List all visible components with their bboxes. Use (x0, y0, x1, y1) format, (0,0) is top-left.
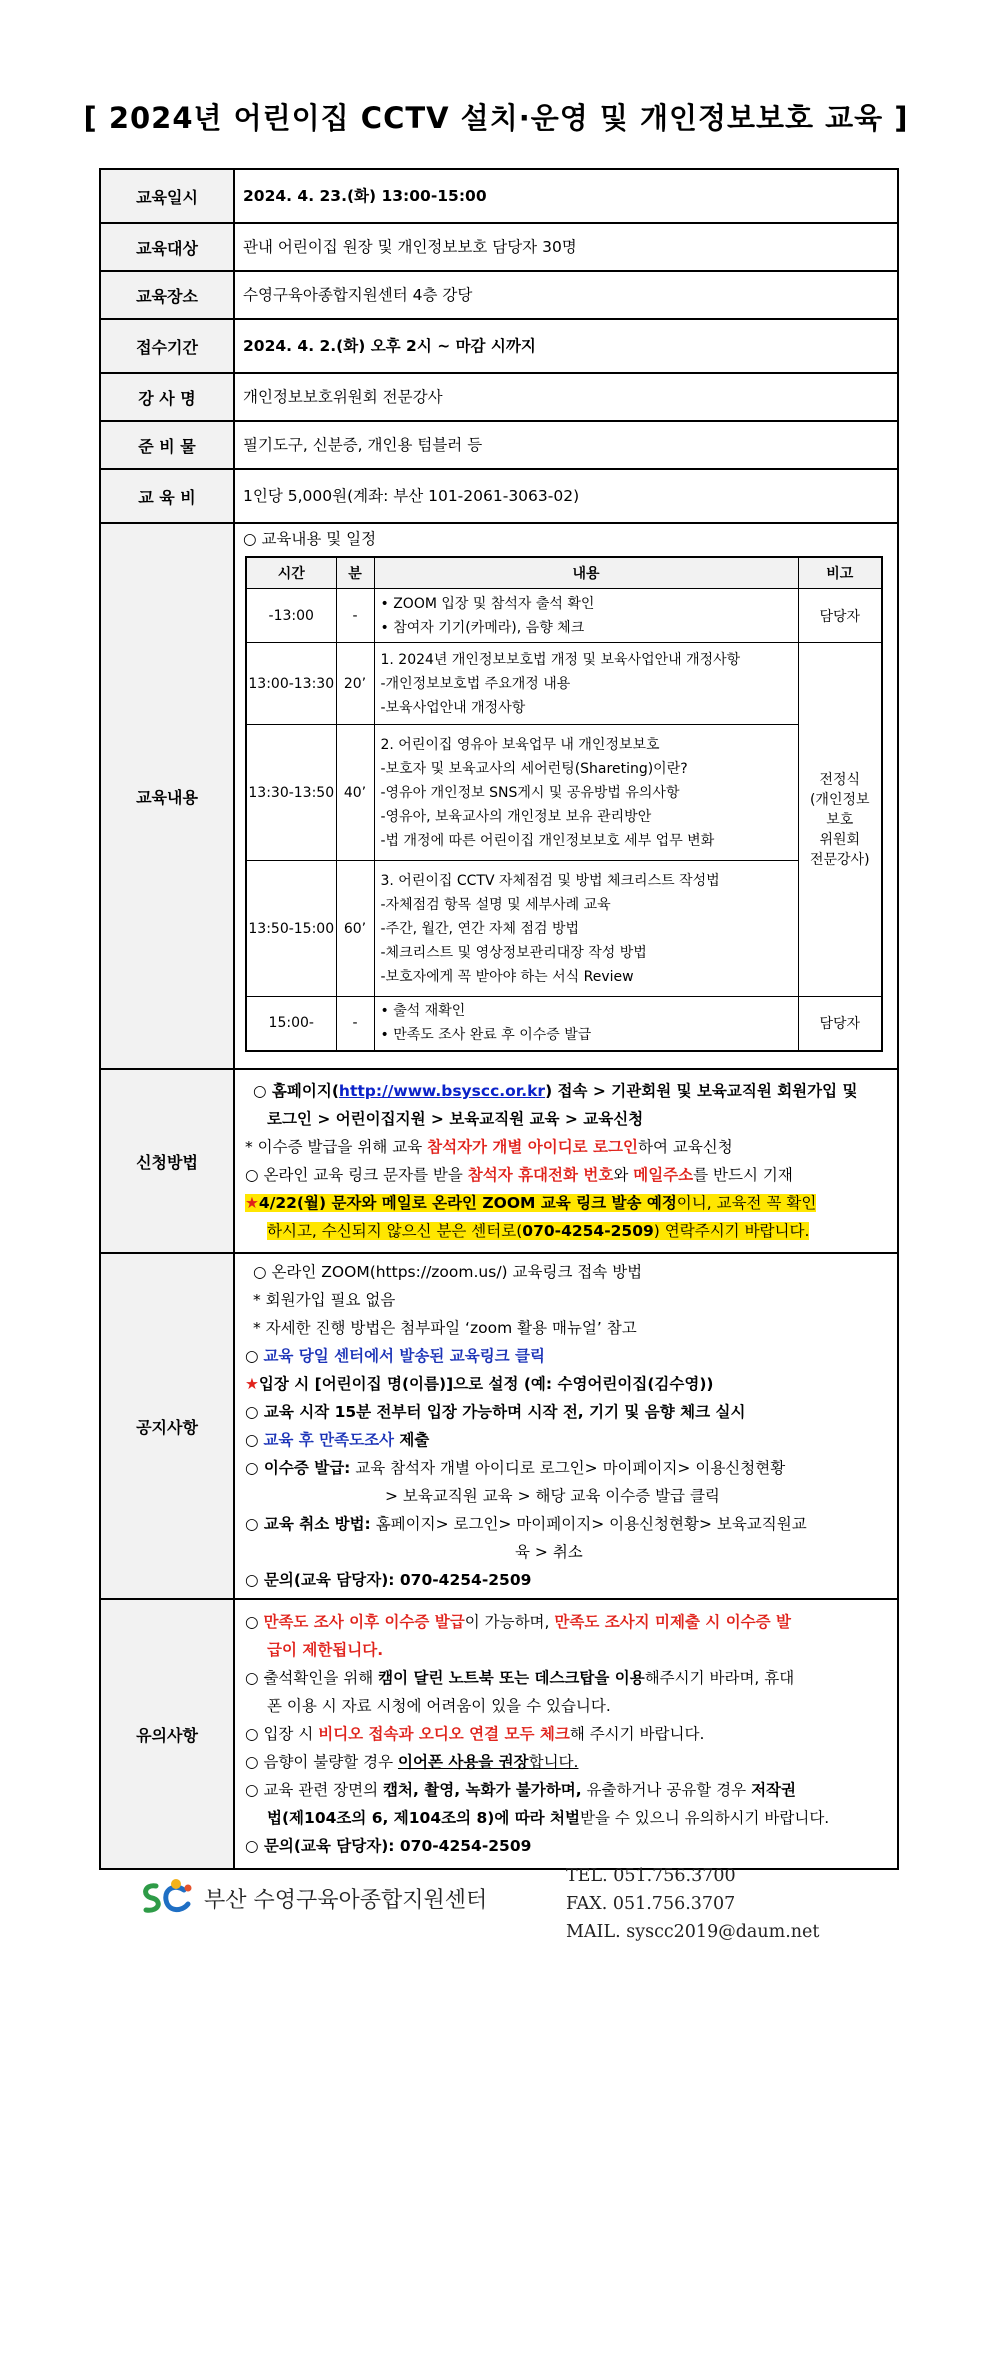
row-fee (100, 469, 898, 523)
caution-c5a: ○ 교육 관련 장면의 (245, 1781, 384, 1799)
notice-n5: 입장 시 [어린이집 명(이름)]으로 설정 (예: 수영어린이집(김수영)) (258, 1375, 714, 1393)
caution-c3a: ○ 입장 시 (245, 1725, 319, 1743)
caution-c1a: ○ (245, 1613, 264, 1631)
caution-line-5 (245, 1720, 887, 1748)
header-content: 내용 (374, 557, 798, 589)
s4-line-1: 3. 어린이집 CCTV 자체점검 및 방법 체크리스트 작성법 (380, 872, 720, 889)
mid-note-3: 보호 (826, 811, 854, 828)
s2-line-2: -개인정보보호법 주요개정 내용 (380, 675, 571, 692)
notice-n8b: 교육 참석자 개별 아이디로 로그인> 마이페이지> 이용신청현황 (350, 1459, 786, 1477)
mid-note-4: 위원회 (819, 831, 861, 848)
s3-min: 40’ (336, 725, 374, 861)
s5-min: - (336, 997, 374, 1051)
label-caution: 유의사항 (100, 1599, 234, 1869)
s2-line-1: 1. 2024년 개인정보보호법 개정 및 보육사업안내 개정사항 (380, 651, 741, 668)
apply-p4c: 하시고, 수신되지 않으신 분은 센터로( (267, 1222, 523, 1240)
star-icon: ★ (245, 1375, 259, 1393)
s5-content (374, 997, 798, 1051)
caution-c5d: 법(제104조의 6, 제104조의 8)에 따라 처벌 (267, 1809, 580, 1827)
s4-line-3: -주간, 월간, 연간 자체 점검 방법 (380, 920, 579, 937)
row-target (100, 223, 898, 271)
notice-line-11: 육 > 취소 (515, 1543, 583, 1561)
caution-c5b1: 캡처, 촬영, 녹화가 불가하며, (383, 1781, 582, 1799)
notice-line-9: > 보육교직원 교육 > 해당 교육 이수증 발급 클릭 (385, 1487, 720, 1505)
row-notice (100, 1253, 898, 1599)
s3-line-3: -영유아 개인정보 SNS게시 및 공유방법 유의사항 (380, 784, 680, 801)
apply-line-3 (245, 1133, 887, 1161)
s3-line-2: -보호자 및 보육교사의 세어런팅(Shareting)이란? (380, 760, 688, 777)
schedule-row-5 (246, 997, 882, 1051)
notice-line-5 (245, 1370, 887, 1398)
apply-p3red2: 메일주소 (633, 1166, 694, 1184)
notice-line-1: ○ 온라인 ZOOM(https://zoom.us/) 교육링크 접속 방법 (253, 1263, 643, 1281)
apply-p3c: 를 반드시 기재 (693, 1166, 793, 1184)
notice-line-6: ○ 교육 시작 15분 전부터 입장 가능하며 시작 전, 기기 및 음향 체크 실시 (245, 1403, 746, 1421)
notice-line-3: * 자세한 진행 방법은 첨부파일 ‘zoom 활용 매뉴얼’ 참고 (253, 1319, 637, 1337)
footer-tel: TEL. 051.756.3700 (566, 1866, 736, 1886)
row-lecturer (100, 373, 898, 421)
caution-line-4: 폰 이용 시 자료 시청에 어려움이 있을 수 있습니다. (267, 1697, 611, 1715)
value-place: 수영구육아종합지원센터 4층 강당 (234, 271, 898, 319)
caution-c3red: 비디오 접속과 오디오 연결 모두 체크 (318, 1725, 570, 1743)
s4-content (374, 861, 798, 997)
s1-time: -13:00 (246, 589, 336, 643)
apply-p3a: ○ 온라인 교육 링크 문자를 받을 (245, 1166, 468, 1184)
s3-time: 13:30-13:50 (246, 725, 336, 861)
mid-note (798, 643, 882, 997)
caution-line-7 (245, 1776, 887, 1804)
s1-line-2: • 참여자 기기(카메라), 음향 체크 (380, 619, 585, 636)
content-intro: ○ 교육내용 및 일정 (243, 530, 377, 548)
s3-line-1: 2. 어린이집 영유아 보육업무 내 개인정보보호 (380, 736, 660, 753)
label-target: 교육대상 (100, 223, 234, 271)
svg-text:SC: SC (166, 1918, 168, 1919)
caution-line-2: 급이 제한됩니다. (267, 1641, 384, 1659)
s5-line-2: • 만족도 조사 완료 후 이수증 발급 (380, 1027, 592, 1044)
apply-p2red: 참석자가 개별 아이디로 로그인 (427, 1138, 638, 1156)
s4-line-5: -보호자에게 꼭 받아야 하는 서식 Review (380, 968, 634, 985)
s3-line-4: -영유아, 보육교사의 개인정보 보유 관리방안 (380, 808, 652, 825)
value-target: 관내 어린이집 원장 및 개인정보보호 담당자 30명 (234, 223, 898, 271)
caution-c5e: 받을 수 있으니 유의하시기 바랍니다. (580, 1809, 830, 1827)
value-apply (234, 1069, 898, 1253)
row-date (100, 169, 898, 223)
row-period (100, 319, 898, 373)
s5-time: 15:00- (246, 997, 336, 1051)
s5-note: 담당자 (798, 997, 882, 1051)
notice-line-7 (245, 1426, 887, 1454)
value-caution (234, 1599, 898, 1869)
value-lecturer: 개인정보보호위원회 전문강사 (234, 373, 898, 421)
caution-c5c: 유출하거나 공유할 경우 (581, 1781, 752, 1799)
apply-p1b: ) 접속 > 기관회원 및 보육교직원 회원가입 및 (545, 1082, 858, 1100)
row-supplies (100, 421, 898, 469)
row-place (100, 271, 898, 319)
label-apply: 신청방법 (100, 1069, 234, 1253)
s1-min: - (336, 589, 374, 643)
value-fee: 1인당 5,000원(계좌: 부산 101-2061-3063-02) (234, 469, 898, 523)
s5-line-1: • 출석 재확인 (380, 1003, 466, 1020)
apply-p2a: * 이수증 발급을 위해 교육 (245, 1138, 428, 1156)
apply-p4b: 이니, 교육전 꼭 확인 (676, 1194, 817, 1212)
s4-line-2: -자체점검 항목 설명 및 세부사례 교육 (380, 896, 611, 913)
caution-c3b: 해 주시기 바랍니다. (569, 1725, 705, 1743)
s1-note: 담당자 (798, 589, 882, 643)
apply-p1a: ○ 홈페이지( (253, 1082, 339, 1100)
schedule-header (246, 557, 882, 589)
notice-n8a: ○ 이수증 발급: (245, 1459, 351, 1477)
label-period: 접수기간 (100, 319, 234, 373)
apply-p3b: 와 (613, 1166, 634, 1184)
notice-line-10 (245, 1510, 887, 1538)
notice-n9a: ○ 교육 취소 방법: (245, 1515, 371, 1533)
caution-c2a: ○ 출석확인을 위해 (245, 1669, 379, 1687)
label-supplies: 준 비 물 (100, 421, 234, 469)
center-logo-icon (138, 1878, 196, 1918)
caution-c2b1: 캠이 달린 노트북 또는 데스크탑을 이용 (378, 1669, 645, 1687)
label-lecturer: 강 사 명 (100, 373, 234, 421)
apply-line-6 (245, 1217, 887, 1245)
apply-p2b: 하여 교육신청 (637, 1138, 733, 1156)
row-content (100, 523, 898, 1069)
header-note: 비고 (798, 557, 882, 589)
s1-line-1: • ZOOM 입장 및 참석자 출석 확인 (380, 595, 595, 612)
s3-content (374, 725, 798, 861)
caution-c4a: ○ 음향이 불량할 경우 (245, 1753, 399, 1771)
apply-line-5 (245, 1189, 887, 1217)
label-content: 교육내용 (100, 523, 234, 1069)
value-date: 2024. 4. 23.(화) 13:00-15:00 (234, 169, 898, 223)
caution-c2c: 해주시기 바라며, 휴대 (644, 1669, 795, 1687)
value-notice (234, 1253, 898, 1599)
notice-n7blue: 교육 후 만족도조사 (263, 1431, 395, 1449)
label-place: 교육장소 (100, 271, 234, 319)
apply-line-2: 로그인 > 어린이집지원 > 보육교직원 교육 > 교육신청 (267, 1110, 644, 1128)
s2-min: 20’ (336, 643, 374, 725)
schedule-table (245, 556, 883, 1052)
apply-p3red1: 참석자 휴대전화 번호 (467, 1166, 614, 1184)
label-fee: 교 육 비 (100, 469, 234, 523)
caution-line-6 (245, 1748, 887, 1776)
caution-c1red2: 만족도 조사지 미제출 시 이수증 발 (554, 1613, 791, 1631)
s3-line-5: -법 개정에 따른 어린이집 개인정보보호 세부 업무 변화 (380, 832, 715, 849)
s1-content (374, 589, 798, 643)
apply-p4d: ) 연락주시기 바랍니다. (653, 1222, 810, 1240)
apply-p4a: 4/22(월) 문자와 메일로 온라인 ZOOM 교육 링크 발송 예정 (258, 1194, 677, 1212)
notice-n9b: 홈페이지> 로그인> 마이페이지> 이용신청현황> 보육교직원교 (370, 1515, 807, 1533)
value-content (234, 523, 898, 1069)
footer-org-name: 부산 수영구육아종합지원센터 (204, 1887, 488, 1913)
info-table (99, 168, 899, 1870)
caution-c4u: 이어폰 사용을 권장 (398, 1753, 529, 1771)
notice-n7b: 제출 (394, 1431, 430, 1449)
caution-line-1 (245, 1608, 887, 1636)
notice-line-4 (245, 1342, 887, 1370)
caution-line-8 (245, 1804, 887, 1832)
notice-line-2: * 회원가입 필요 없음 (253, 1291, 396, 1309)
s4-min: 60’ (336, 861, 374, 997)
schedule-row-1 (246, 589, 882, 643)
notice-n4blue: 교육 당일 센터에서 발송된 교육링크 클릭 (263, 1347, 545, 1365)
s4-line-4: -체크리스트 및 영상정보관리대장 작성 방법 (380, 944, 647, 961)
mid-note-2: (개인정보 (809, 791, 870, 808)
caution-line-3 (245, 1664, 887, 1692)
notice-line-8 (245, 1454, 887, 1482)
s2-line-3: -보육사업안내 개정사항 (380, 699, 526, 716)
schedule-row-2 (246, 643, 882, 725)
row-apply (100, 1069, 898, 1253)
homepage-link[interactable]: http://www.bsyscc.or.kr (338, 1082, 546, 1100)
caution-c4b: 합니다. (528, 1753, 579, 1771)
s2-content (374, 643, 798, 725)
apply-line-4 (245, 1161, 887, 1189)
footer-contact (566, 1862, 819, 1946)
schedule-row-3 (246, 725, 882, 861)
schedule-row-4 (246, 861, 882, 997)
apply-line-1 (245, 1077, 887, 1105)
page-title: [ 2024년 어린이집 CCTV 설치·운영 및 개인정보보호 교육 ] (83, 101, 909, 135)
notice-n7a: ○ (245, 1431, 264, 1449)
label-date: 교육일시 (100, 169, 234, 223)
notice-line-12: ○ 문의(교육 담당자): 070-4254-2509 (245, 1571, 532, 1589)
footer-fax: FAX. 051.756.3707 (566, 1894, 736, 1914)
mid-note-1: 전정식 (819, 771, 861, 788)
row-caution (100, 1599, 898, 1869)
caution-line-9: ○ 문의(교육 담당자): 070-4254-2509 (245, 1837, 532, 1855)
caution-c5b2: 저작권 (751, 1781, 796, 1799)
notice-n4a: ○ (245, 1347, 264, 1365)
s4-time: 13:50-15:00 (246, 861, 336, 997)
label-notice: 공지사항 (100, 1253, 234, 1599)
footer-logo (138, 1878, 487, 1918)
value-period: 2024. 4. 2.(화) 오후 2시 ~ 마감 시까지 (234, 319, 898, 373)
apply-p4tel: 070-4254-2509 (522, 1222, 654, 1240)
star-icon: ★ (245, 1194, 259, 1212)
caution-c1b: 이 가능하며, (464, 1613, 555, 1631)
mid-note-5: 전문강사) (809, 851, 870, 868)
footer-mail: MAIL. syscc2019@daum.net (566, 1922, 820, 1942)
header-time: 시간 (246, 557, 336, 589)
header-min: 분 (336, 557, 374, 589)
caution-c1red1: 만족도 조사 이후 이수증 발급 (263, 1613, 465, 1631)
value-supplies: 필기도구, 신분증, 개인용 텀블러 등 (234, 421, 898, 469)
s2-time: 13:00-13:30 (246, 643, 336, 725)
